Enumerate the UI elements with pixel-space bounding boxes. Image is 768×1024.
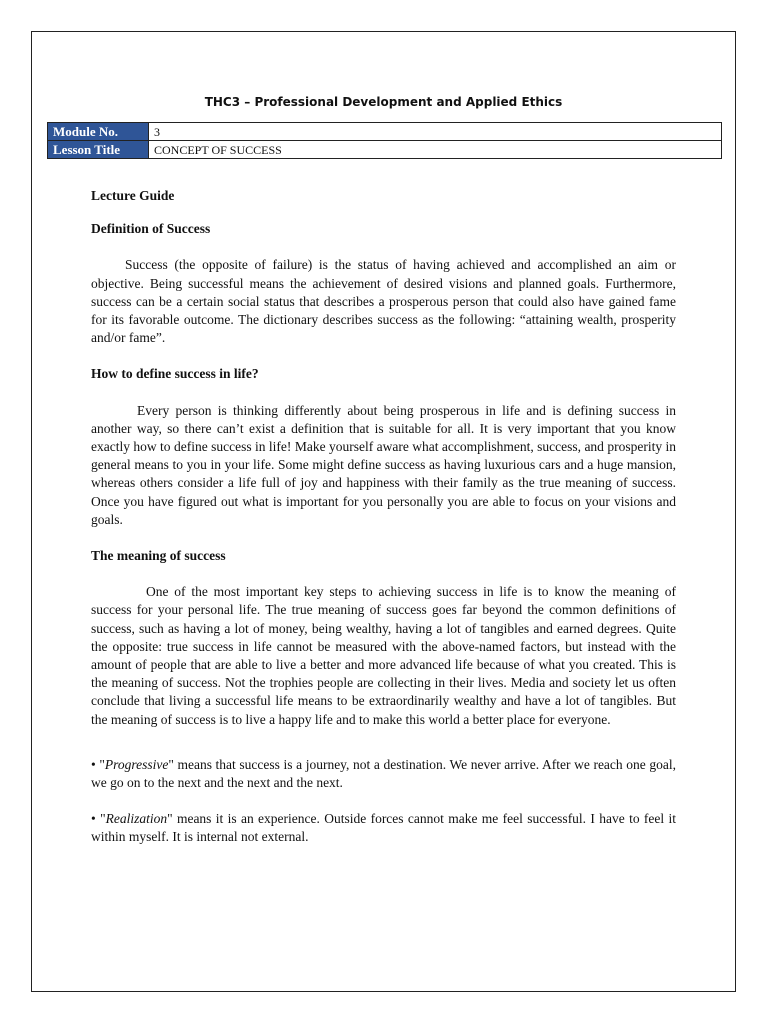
lecture-guide-heading: Lecture Guide (91, 188, 175, 203)
bullet-term: Realization (105, 811, 168, 827)
bullet-text: " means it is an experience. Outside forces cannot make me feel successful. I have to feel it within myself. It is internal not external. (91, 811, 676, 845)
definition-paragraph: Success (the opposite of failure) is the status of having achieved and accomplished an aim or objective. Being successful means the achievement of desired visions and planned goals. Furthermore, success can be a certain social status that describes a prosperous person that could also have gained fame for its favorable outcome. The dictionary describes success as the following: “attaining wealth, prosperity and/or fame”. (91, 257, 676, 346)
module-value: 3 (149, 123, 722, 141)
meaning-paragraph: One of the most important key steps to achieving success in life is to know the meaning of success for your personal life. The true meaning of success goes far beyond the common definitions of success, such as having a lot of money, being wealthy, having a lot of tangibles and earned degrees. Quite the opposite: true success in life cannot be measured with the above-named factors, but instead with the amount of people that are able to live a better and more advanced life because of what you created. This is the meaning of success. Not the trophies people are collecting in their lives. Media and society let us often conclude that living a successful life means to be extraordinarily wealthy and have a lot of tangibles. But the meaning of success is to live a happy life and to make this world a better place for everyone. (91, 584, 676, 727)
bullet-prefix: • " (91, 756, 105, 772)
bullet-prefix: • " (91, 811, 106, 827)
module-info-table (47, 122, 722, 159)
definition-heading: Definition of Success (91, 221, 211, 237)
define-success-paragraph: Every person is thinking differently about being prosperous in life and is defining success in another way, so there can’t exist a definition that is suitable for all. It is very important that you know exactly how to define success in life! Make yourself aware what accomplishment, success, and prosperity in general means to you in your life. Some might define success as having luxurious cars and a huge mansion, whereas others consider a life full of joy and happiness with their family as the true meaning of success. Once you have figured out what is important for you personally you are able to focus on your visions and goals. (91, 402, 676, 527)
bullet-realization (91, 810, 676, 846)
module-label: Module No. (48, 123, 149, 141)
bullet-progressive (91, 756, 676, 792)
bullet-text: " means that success is a journey, not a destination. We never arrive. After we reach one goal, we go on to the next and the next and the next. (91, 756, 676, 791)
define-success-heading: How to define success in life? (91, 366, 259, 382)
lesson-label: Lesson Title (48, 141, 149, 159)
document-title: THC3 – Professional Development and Applied Ethics (204, 95, 563, 109)
document-body (91, 187, 676, 847)
lesson-row (48, 141, 722, 159)
bullet-term: Progressive (104, 756, 169, 772)
module-row (48, 123, 722, 141)
lesson-value: CONCEPT OF SUCCESS (149, 141, 722, 159)
meaning-heading: The meaning of success (91, 548, 226, 564)
